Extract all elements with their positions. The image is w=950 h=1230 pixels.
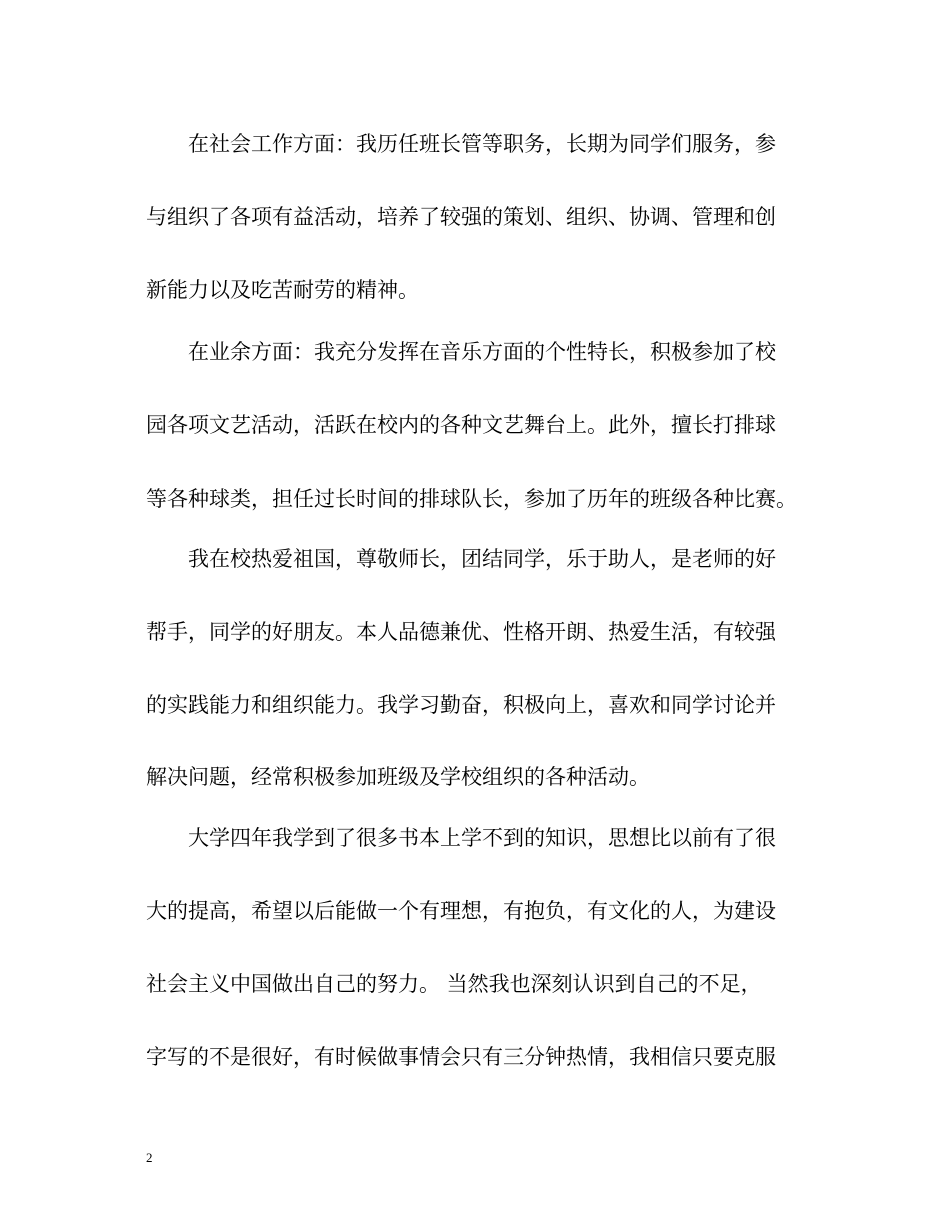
paragraph-line: 在业余方面：我充分发挥在音乐方面的个性特长，积极参加了校: [188, 340, 776, 364]
paragraph-line: 的实践能力和组织能力。我学习勤奋，积极向上，喜欢和同学讨论并: [146, 693, 776, 717]
paragraph-line: 字写的不是很好，有时候做事情会只有三分钟热情，我相信只要克服: [146, 1045, 776, 1069]
paragraph-line: 园各项文艺活动，活跃在校内的各种文艺舞台上。此外，擅长打排球: [146, 413, 776, 437]
paragraph-line: 解决问题，经常积极参加班级及学校组织的各种活动。: [146, 765, 650, 789]
paragraph-line: 与组织了各项有益活动，培养了较强的策划、组织、协调、管理和创: [146, 205, 776, 229]
paragraph-line: 我在校热爱祖国，尊敬师长，团结同学，乐于助人，是老师的好: [188, 547, 776, 571]
paragraph-line: 大的提高，希望以后能做一个有理想，有抱负，有文化的人，为建设: [146, 899, 776, 923]
paragraph-line: 新能力以及吃苦耐劳的精神。: [146, 278, 419, 302]
paragraph-line: 社会主义中国做出自己的努力。 当然我也深刻认识到自己的不足，: [146, 972, 762, 996]
paragraph-line: 在社会工作方面：我历任班长管等职务，长期为同学们服务，参: [188, 132, 776, 156]
paragraph-line: 等各种球类，担任过长时间的排球队长，参加了历年的班级各种比赛。: [146, 487, 797, 511]
paragraph-line: 大学四年我学到了很多书本上学不到的知识，思想比以前有了很: [188, 826, 776, 850]
page-number: 2: [146, 1150, 153, 1165]
paragraph-line: 帮手，同学的好朋友。本人品德兼优、性格开朗、热爱生活，有较强: [146, 620, 776, 644]
